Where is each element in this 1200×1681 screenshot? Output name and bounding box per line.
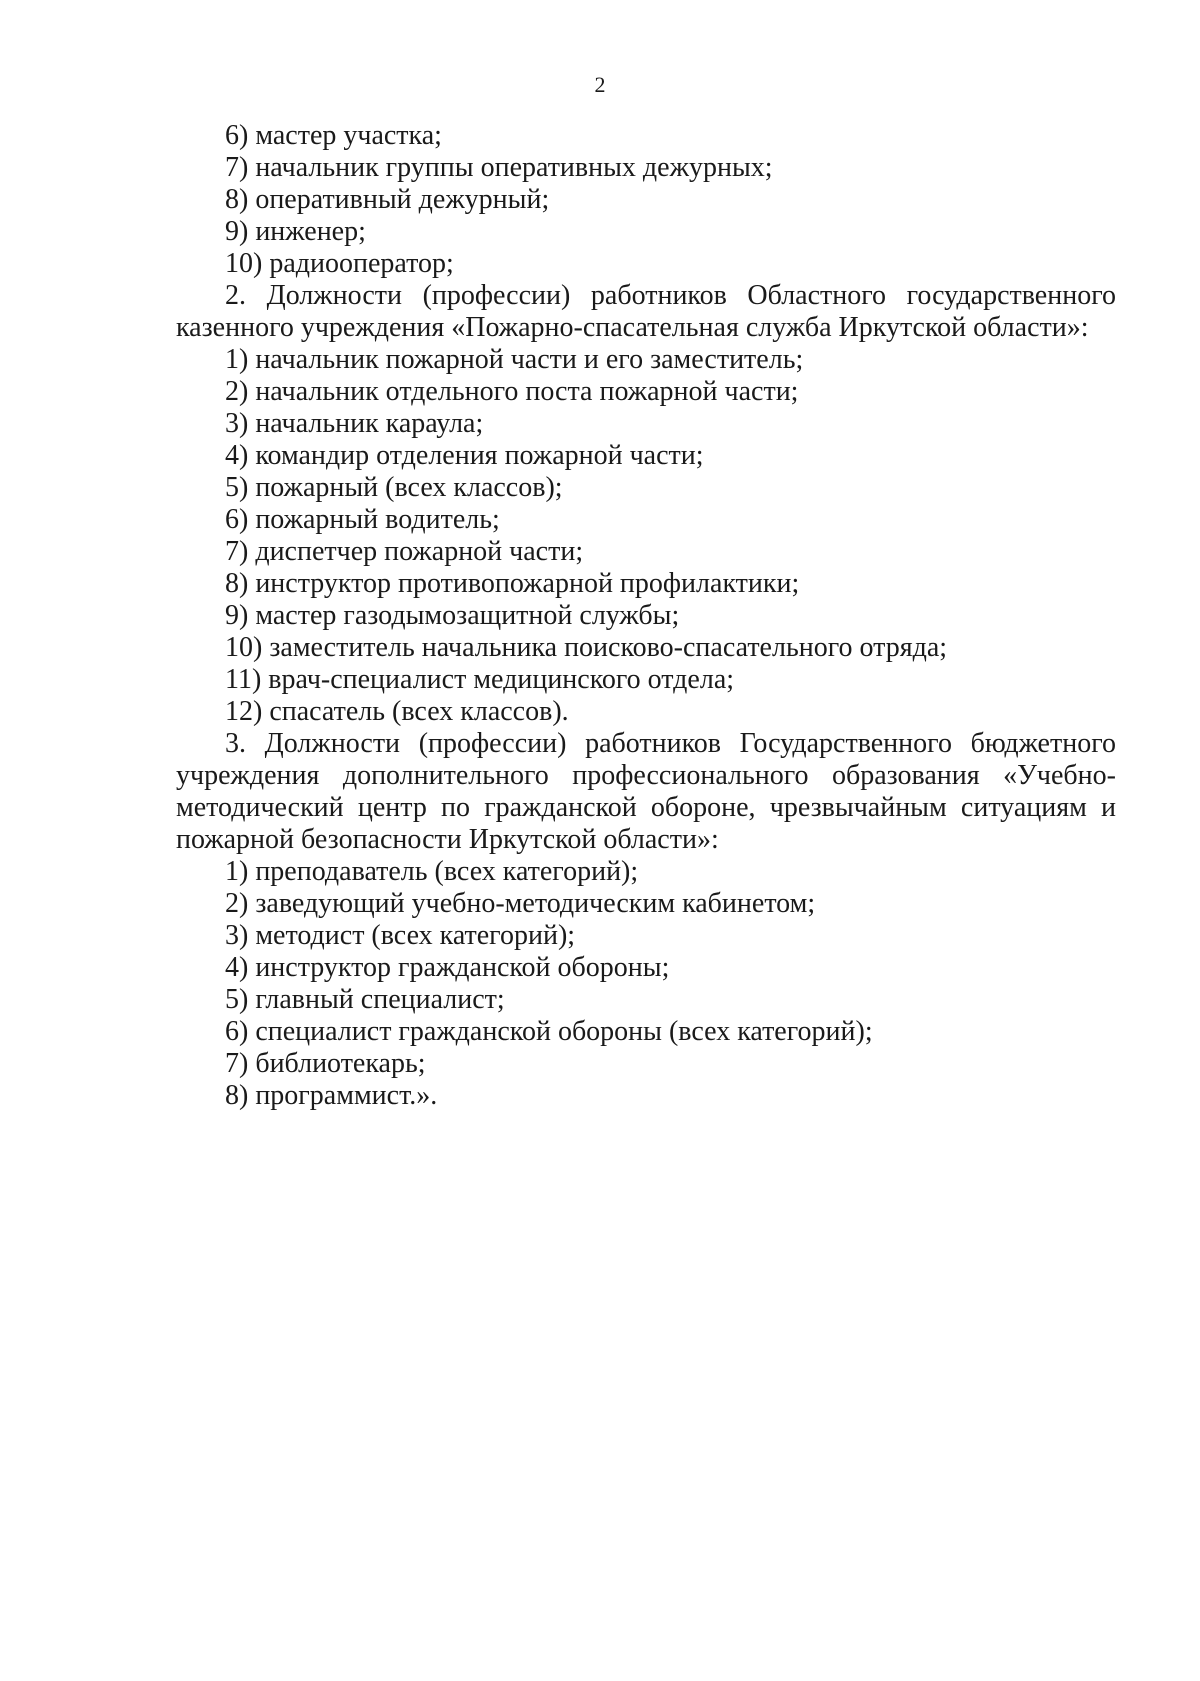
list-item: 10) заместитель начальника поисково-спасательного отряда; (225, 632, 948, 663)
list-item: 4) инструктор гражданской обороны; (225, 952, 670, 983)
list-item: 6) специалист гражданской обороны (всех категорий); (225, 1016, 873, 1047)
list-item: 7) диспетчер пожарной части; (225, 536, 584, 567)
section-2-list (176, 344, 1116, 728)
list-item: 2) начальник отдельного поста пожарной части; (225, 376, 799, 407)
list-item: 7) начальник группы оперативных дежурных; (225, 152, 773, 183)
list-item: 2) заведующий учебно-методическим кабинетом; (225, 888, 816, 919)
list-item: 8) инструктор противопожарной профилактики; (225, 568, 800, 599)
list-item: 1) начальник пожарной части и его заместитель; (225, 344, 804, 375)
list-continuation (176, 120, 1116, 280)
list-item: 6) мастер участка; (225, 120, 442, 151)
list-item: 5) пожарный (всех классов); (225, 472, 563, 503)
list-item: 3) методист (всех категорий); (225, 920, 576, 951)
list-item: 1) преподаватель (всех категорий); (225, 856, 639, 887)
list-item: 12) спасатель (всех классов). (225, 696, 569, 727)
section-3-heading: 3. Должности (профессии) работников Государственного бюджетного учреждения дополнительного профессионального образования «Учебно-методический центр по гражданской обороне, чрезвычайным ситуациям и пожарной безопасности Иркутской области»: (176, 728, 1116, 855)
list-item: 9) инженер; (225, 216, 366, 247)
list-item: 7) библиотекарь; (225, 1048, 426, 1079)
page-number: 2 (594, 72, 606, 97)
list-item: 6) пожарный водитель; (225, 504, 500, 535)
list-item: 3) начальник караула; (225, 408, 484, 439)
list-item: 11) врач-специалист медицинского отдела; (225, 664, 735, 695)
list-item: 8) программист.». (225, 1080, 438, 1111)
list-item: 8) оперативный дежурный; (225, 184, 550, 215)
list-item: 4) командир отделения пожарной части; (225, 440, 704, 471)
list-item: 9) мастер газодымозащитной службы; (225, 600, 680, 631)
list-item: 10) радиооператор; (225, 248, 454, 279)
list-item: 5) главный специалист; (225, 984, 505, 1015)
document-body (176, 120, 1116, 1112)
section-3-list (176, 856, 1116, 1112)
section-2-heading: 2. Должности (профессии) работников Областного государственного казенного учреждения «Пожарно-спасательная служба Иркутской области»: (176, 280, 1116, 343)
